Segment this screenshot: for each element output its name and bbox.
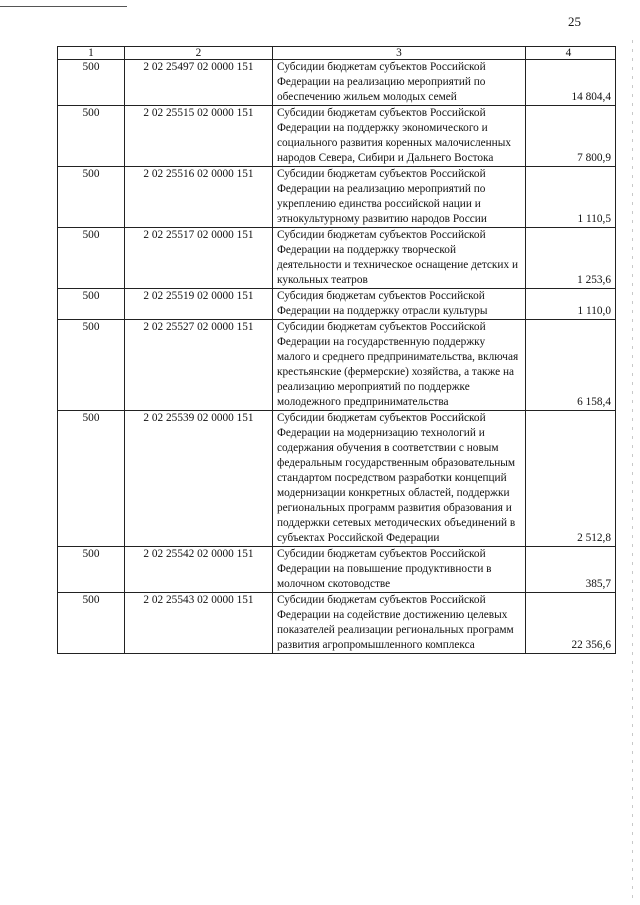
description-text: Субсидия бюджетам субъектов Российской Федерации на поддержку отрасли культуры <box>277 290 488 317</box>
description-text: Субсидии бюджетам субъектов Российской Федерации на государственную поддержку малого и среднего предпринимательства, включая крестьянские (фермерские) хозяйства, а также на реализацию мероприятий по поддержке молодежного предпринимательства <box>277 321 519 408</box>
description-cell <box>273 167 526 228</box>
description-cell <box>273 593 526 654</box>
description-text: Субсидии бюджетам субъектов Российской Федерации на поддержку экономического и социального развития коренных малочисленных народов Севера, Сибири и Дальнего Востока <box>277 107 511 164</box>
column-header-1: 1 <box>58 47 125 60</box>
table-row <box>58 593 616 654</box>
description-cell <box>273 60 526 106</box>
description-cell <box>273 106 526 167</box>
table-header-row <box>58 47 616 60</box>
amount-cell: 6 158,4 <box>526 320 616 411</box>
table-row <box>58 411 616 547</box>
column-header-3: 3 <box>273 47 526 60</box>
description-cell <box>273 228 526 289</box>
amount-cell: 7 800,9 <box>526 106 616 167</box>
description-cell <box>273 411 526 547</box>
budget-code-cell: 2 02 25543 02 0000 151 <box>125 593 273 654</box>
admin-code-cell: 500 <box>58 547 125 593</box>
budget-code-cell: 2 02 25527 02 0000 151 <box>125 320 273 411</box>
table-row <box>58 320 616 411</box>
admin-code-cell: 500 <box>58 320 125 411</box>
admin-code-cell: 500 <box>58 289 125 320</box>
description-text: Субсидии бюджетам субъектов Российской Федерации на повышение продуктивности в молочном скотоводстве <box>277 548 492 590</box>
admin-code-cell: 500 <box>58 167 125 228</box>
budget-code-cell: 2 02 25497 02 0000 151 <box>125 60 273 106</box>
description-text: Субсидии бюджетам субъектов Российской Федерации на модернизацию технологий и содержания обучения в соответствии с новым федеральным государственным образовательным стандартом посредством разработки концепций модернизации конкретных областей, поддержки региональных программ развития образования и поддержки сетевых методических объединений в субъектах Российской Федерации <box>277 412 516 544</box>
admin-code-cell: 500 <box>58 228 125 289</box>
description-text: Субсидии бюджетам субъектов Российской Федерации на поддержку творческой деятельности и техническое оснащение детских и кукольных театров <box>277 229 518 286</box>
budget-code-cell: 2 02 25516 02 0000 151 <box>125 167 273 228</box>
table-row <box>58 60 616 106</box>
budget-code-cell: 2 02 25515 02 0000 151 <box>125 106 273 167</box>
budget-code-cell: 2 02 25539 02 0000 151 <box>125 411 273 547</box>
amount-cell: 2 512,8 <box>526 411 616 547</box>
admin-code-cell: 500 <box>58 106 125 167</box>
amount-cell: 14 804,4 <box>526 60 616 106</box>
amount-cell: 22 356,6 <box>526 593 616 654</box>
table-row <box>58 106 616 167</box>
column-header-4: 4 <box>526 47 616 60</box>
table-row <box>58 228 616 289</box>
top-rule <box>0 6 127 7</box>
admin-code-cell: 500 <box>58 60 125 106</box>
amount-cell: 1 110,5 <box>526 167 616 228</box>
amount-cell: 385,7 <box>526 547 616 593</box>
description-cell <box>273 547 526 593</box>
column-header-2: 2 <box>125 47 273 60</box>
admin-code-cell: 500 <box>58 411 125 547</box>
budget-code-cell: 2 02 25542 02 0000 151 <box>125 547 273 593</box>
description-text: Субсидии бюджетам субъектов Российской Федерации на содействие достижению целевых показателей реализации региональных программ развития агропромышленного комплекса <box>277 594 514 651</box>
description-cell <box>273 320 526 411</box>
amount-cell: 1 253,6 <box>526 228 616 289</box>
description-text: Субсидии бюджетам субъектов Российской Федерации на реализацию мероприятий по обеспечению жильем молодых семей <box>277 61 486 103</box>
amount-cell: 1 110,0 <box>526 289 616 320</box>
description-text: Субсидии бюджетам субъектов Российской Федерации на реализацию мероприятий по укреплению единства российской нации и этнокультурному развитию народов России <box>277 168 487 225</box>
budget-code-cell: 2 02 25519 02 0000 151 <box>125 289 273 320</box>
admin-code-cell: 500 <box>58 593 125 654</box>
table-row <box>58 289 616 320</box>
scan-edge-mark <box>632 40 633 900</box>
budget-code-cell: 2 02 25517 02 0000 151 <box>125 228 273 289</box>
table-row <box>58 167 616 228</box>
budget-table <box>57 46 616 654</box>
page-number: 25 <box>568 14 581 29</box>
table-row <box>58 547 616 593</box>
description-cell <box>273 289 526 320</box>
